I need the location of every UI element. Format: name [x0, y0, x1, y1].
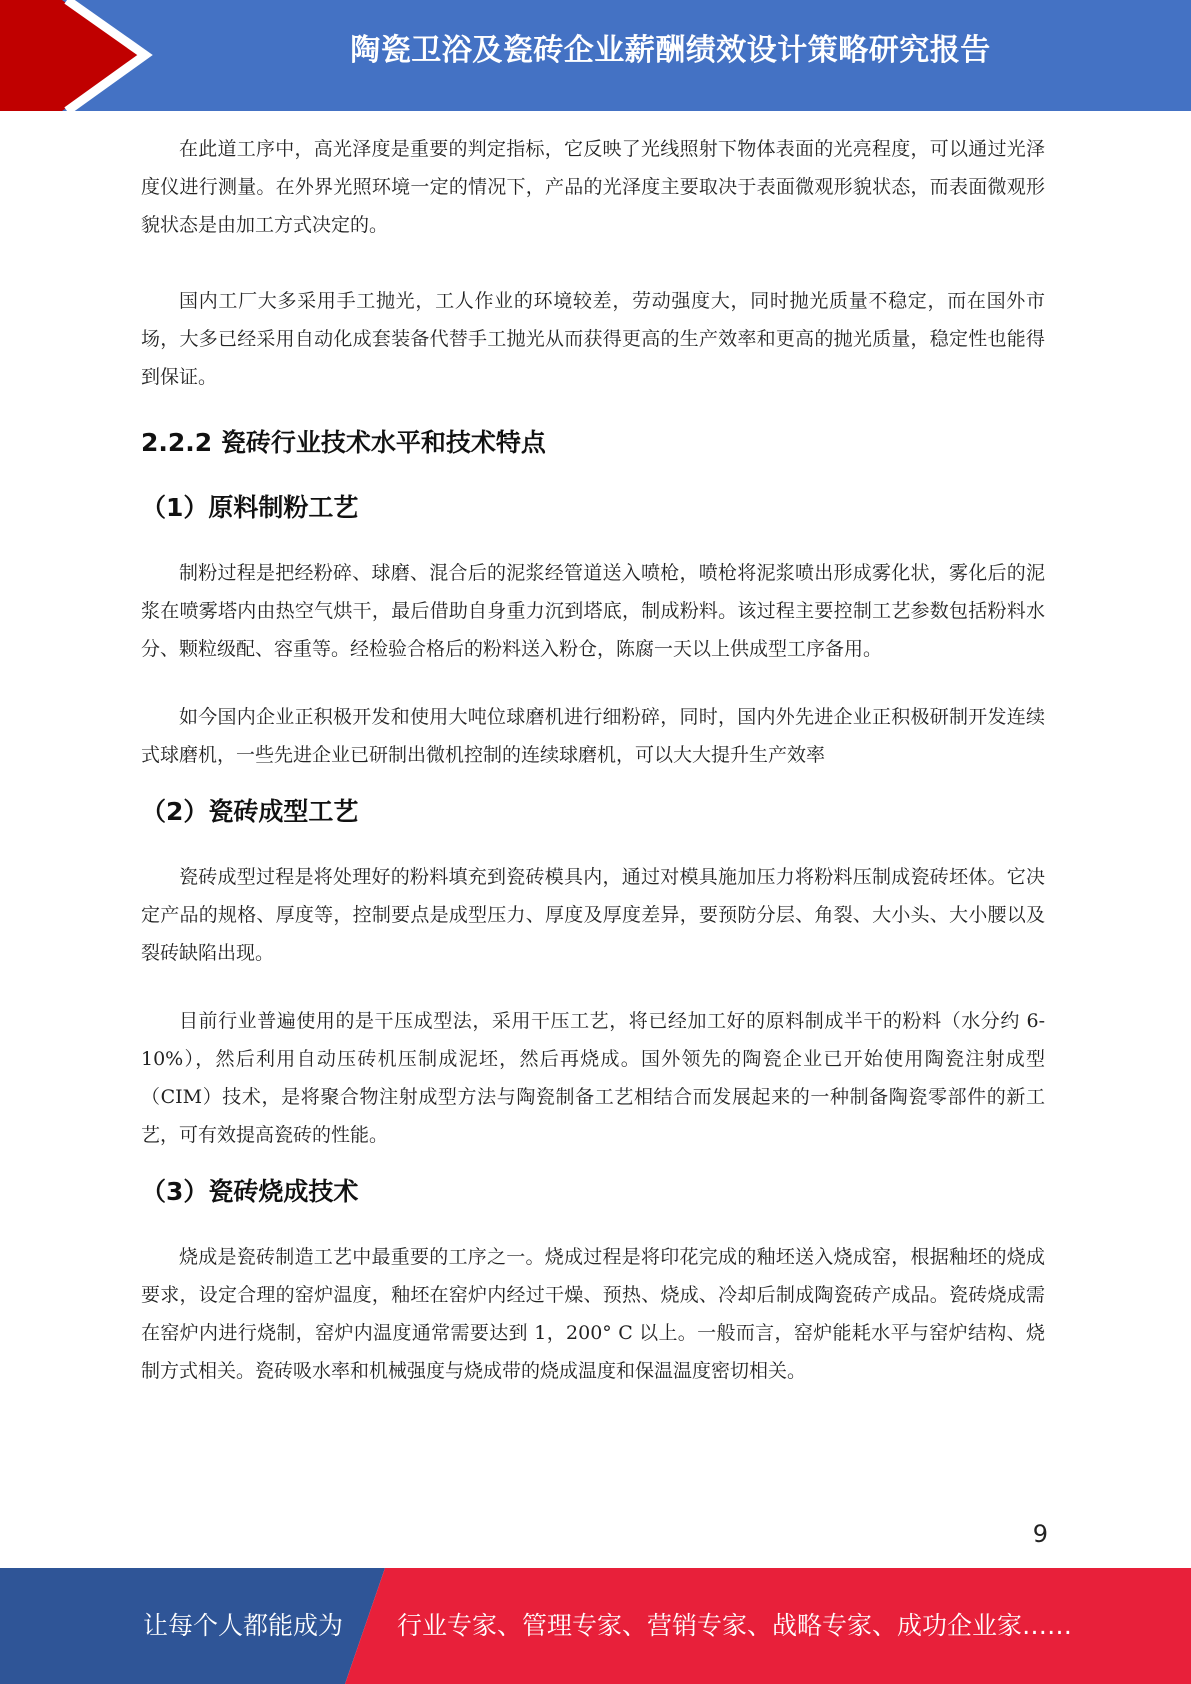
paragraph: 目前行业普遍使用的是干压成型法，采用干压工艺，将已经加工好的原料制成半干的粉料（水分约 6-10%），然后利用自动压砖机压制成泥坯，然后再烧成。国外领先的陶瓷企业已开始使用陶瓷注射成型（CIM）技术，是将聚合物注射成型方法与陶瓷制备工艺相结合而发展起来的一种制备陶瓷零部件的新工艺，可有效提高瓷砖的性能。 [141, 1010, 1045, 1146]
paragraph: 制粉过程是把经粉碎、球磨、混合后的泥浆经管道送入喷枪，喷枪将泥浆喷出形成雾化状，雾化后的泥浆在喷雾塔内由热空气烘干，最后借助自身重力沉到塔底，制成粉料。该过程主要控制工艺参数包括粉料水分、颗粒级配、容重等。经检验合格后的粉料送入粉仓，陈腐一天以上供成型工序备用。 [141, 562, 1045, 660]
subsection-heading: （2）瓷砖成型工艺 [141, 797, 359, 826]
page-header [0, 0, 1191, 111]
paragraph: 如今国内企业正积极开发和使用大吨位球磨机进行细粉碎，同时，国内外先进企业正积极研制开发连续式球磨机，一些先进企业已研制出微机控制的连续球磨机，可以大大提升生产效率 [141, 706, 1045, 766]
report-title: 陶瓷卫浴及瓷砖企业薪酬绩效设计策略研究报告 [350, 33, 991, 68]
paragraph: 国内工厂大多采用手工抛光，工人作业的环境较差，劳动强度大，同时抛光质量不稳定，而在国外市场，大多已经采用自动化成套装备代替手工抛光从而获得更高的生产效率和更高的抛光质量，稳定性也能得到保证。 [141, 290, 1045, 388]
page-number: 9 [1032, 1520, 1048, 1548]
subsection-heading: （3）瓷砖烧成技术 [141, 1177, 359, 1206]
page-content [141, 130, 1045, 1390]
paragraph: 瓷砖成型过程是将处理好的粉料填充到瓷砖模具内，通过对模具施加压力将粉料压制成瓷砖坯体。它决定产品的规格、厚度等，控制要点是成型压力、厚度及厚度差异，要预防分层、角裂、大小头、大小腰以及裂砖缺陷出现。 [141, 866, 1045, 964]
paragraph: 烧成是瓷砖制造工艺中最重要的工序之一。烧成过程是将印花完成的釉坯送入烧成窑，根据釉坯的烧成要求，设定合理的窑炉温度，釉坯在窑炉内经过干燥、预热、烧成、冷却后制成陶瓷砖产成品。瓷砖烧成需在窑炉内进行烧制，窑炉内温度通常需要达到 1，200° C 以上。一般而言，窑炉能耗水平与窑炉结构、烧制方式相关。瓷砖吸水率和机械强度与烧成带的烧成温度和保温温度密切相关。 [141, 1246, 1045, 1382]
subsection-heading: （1）原料制粉工艺 [141, 493, 359, 522]
page-footer [0, 1568, 1191, 1684]
footer-slogan-left: 让每个人都能成为 [143, 1611, 344, 1640]
section-heading: 2.2.2 瓷砖行业技术水平和技术特点 [141, 428, 546, 457]
footer-slogan-right: 行业专家、管理专家、营销专家、战略专家、成功企业家…… [397, 1611, 1073, 1640]
paragraph: 在此道工序中，高光泽度是重要的判定指标，它反映了光线照射下物体表面的光亮程度，可以通过光泽度仪进行测量。在外界光照环境一定的情况下，产品的光泽度主要取决于表面微观形貌状态，而表面微观形貌状态是由加工方式决定的。 [141, 138, 1045, 236]
